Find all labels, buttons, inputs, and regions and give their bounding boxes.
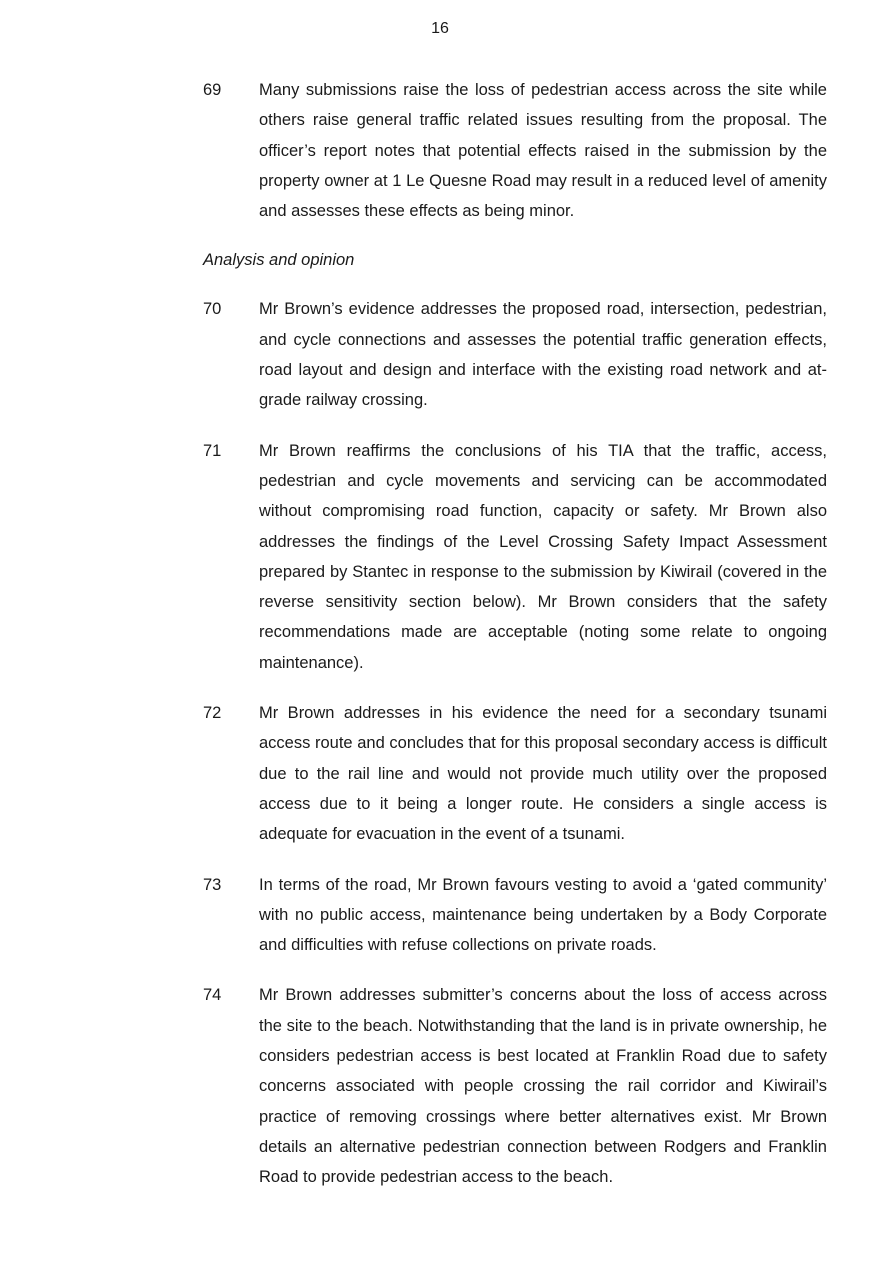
paragraph-text: Mr Brown reaffirms the conclusions of his TIA that the traffic, access, pedestrian and cycle movements and servicing can be accommodated without compromising road function, capacity or safety. Mr Brown also addresses the findings of the Level Crossing Safety Impact Assessment prepared by Stantec in response to the submission by Kiwirail (covered in the reverse sensitivity section below). Mr Brown considers that the safety recommendations made are acceptable (noting some relate to ongoing maintenance). xyxy=(259,441,827,672)
section-heading: Analysis and opinion xyxy=(203,251,355,270)
paragraph-text: Many submissions raise the loss of pedestrian access across the site while others raise general traffic related issues resulting from the proposal. The officer’s report notes that potential effects raised in the submission by the property owner at 1 Le Quesne Road may result in a reduced level of amenity and assesses these effects as being minor. xyxy=(259,81,827,221)
paragraph-number: 73 xyxy=(203,875,222,894)
document-body xyxy=(203,75,827,1213)
paragraph-number: 70 xyxy=(203,300,222,319)
paragraph-70 xyxy=(203,294,827,415)
paragraph-text: Mr Brown’s evidence addresses the proposed road, intersection, pedestrian, and cycle connections and assesses the potential traffic generation effects, road layout and design and interface with the existing road network and at-grade railway crossing. xyxy=(259,300,827,410)
paragraph-text: Mr Brown addresses in his evidence the need for a secondary tsunami access route and concludes that for this proposal secondary access is difficult due to the rail line and would not provide much utility over the proposed access due to it being a longer route. He considers a single access is adequate for evacuation in the event of a tsunami. xyxy=(259,704,827,844)
paragraph-number: 72 xyxy=(203,704,222,723)
paragraph-number: 69 xyxy=(203,81,222,99)
paragraph-number: 74 xyxy=(203,986,222,1005)
page-number: 16 xyxy=(431,20,449,37)
paragraph-69 xyxy=(203,75,827,226)
paragraph-text: In terms of the road, Mr Brown favours vesting to avoid a ‘gated community’ with no public access, maintenance being undertaken by a Body Corporate and difficulties with refuse collections on private roads. xyxy=(259,875,827,955)
paragraph-number: 71 xyxy=(203,441,222,460)
paragraph-73 xyxy=(203,870,827,961)
paragraph-72 xyxy=(203,698,827,849)
paragraph-text: Mr Brown addresses submitter’s concerns about the loss of access across the site to the beach. Notwithstanding that the land is in private ownership, he considers pedestrian access is best located at Franklin Road due to safety concerns associated with people crossing the rail corridor and Kiwirail’s practice of removing crossings where better alternatives exist. Mr Brown details an alternative pedestrian connection between Rodgers and Franklin Road to provide pedestrian access to the beach. xyxy=(259,986,827,1187)
paragraph-71 xyxy=(203,436,827,678)
paragraph-74 xyxy=(203,980,827,1192)
